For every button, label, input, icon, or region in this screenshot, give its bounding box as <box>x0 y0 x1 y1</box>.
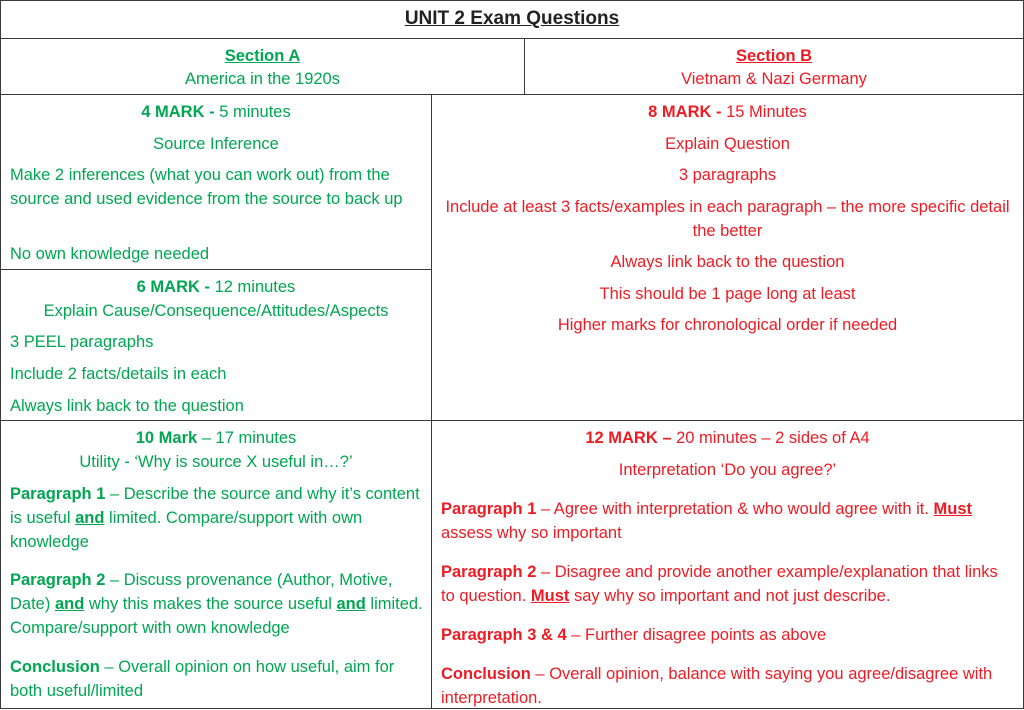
q10-p1-and: and <box>75 509 105 527</box>
q10-p1-label: Paragraph 1 <box>10 485 106 503</box>
q12-p1-text: – Agree with interpretation & who would agree with it. <box>536 500 934 518</box>
q4-note: No own knowledge needed <box>10 245 210 263</box>
q10-paragraph-1 <box>10 482 425 554</box>
q10-p2-text: – Discuss provenance (Author, Motive, Date) <box>10 571 393 613</box>
q6-cell <box>0 269 432 421</box>
q10-time: – 17 minutes <box>197 429 297 447</box>
q6-time: 12 minutes <box>210 278 296 296</box>
q12-time: 20 minutes – 2 sides of A4 <box>671 429 870 447</box>
q12-mark: 12 MARK – <box>585 429 672 447</box>
q6-heading <box>1 275 431 299</box>
q4-mark: 4 MARK - <box>141 103 215 121</box>
q12-p2-must: Must <box>530 587 570 605</box>
q4-cell <box>0 94 432 270</box>
q10-p2-text-2: why this makes the source useful <box>84 595 337 613</box>
q10-conclusion-label: Conclusion <box>10 658 100 676</box>
q6-point: Always link back to the question <box>10 397 244 415</box>
q10-p1-text: – Describe the source and why it’s content is useful <box>10 485 420 527</box>
q12-cell <box>431 420 1024 709</box>
q12-p2-text: – Disagree and provide another example/explanation that links to question. <box>441 563 998 605</box>
q12-paragraph-1 <box>441 497 1013 545</box>
q12-p1-label: Paragraph 1 <box>441 500 537 518</box>
q12-paragraph-3-4 <box>441 623 1013 647</box>
q8-point: Always link back to the question <box>610 253 845 271</box>
q12-heading <box>432 426 1023 450</box>
q12-p2-text-2: say why so important and not just describe. <box>569 587 891 605</box>
q12-type: Interpretation ‘Do you agree?’ <box>618 461 837 479</box>
section-a-header <box>0 38 525 95</box>
q10-paragraph-2 <box>10 568 425 640</box>
q10-p2-text-3: limited. Compare/support with own knowledge <box>10 595 423 637</box>
q6-point: 3 PEEL paragraphs <box>10 333 154 351</box>
q6-mark: 6 MARK - <box>136 278 211 296</box>
q4-time: 5 minutes <box>214 103 291 121</box>
q10-conclusion <box>10 655 425 703</box>
section-b-topic: Vietnam & Nazi Germany <box>681 70 867 88</box>
q8-paragraphs: 3 paragraphs <box>678 166 777 184</box>
q10-p2-and-2: and <box>336 595 366 613</box>
q4-type: Source Inference <box>153 135 279 153</box>
q8-point: This should be 1 page long at least <box>599 285 856 303</box>
q12-p2-label: Paragraph 2 <box>441 563 537 581</box>
page-title: UNIT 2 Exam Questions <box>404 8 620 29</box>
q8-facts: Include at least 3 facts/examples in each paragraph – the more specific detail the better <box>445 198 1010 240</box>
q10-mark: 10 Mark <box>135 429 198 447</box>
q10-cell <box>0 420 432 709</box>
q8-mark: 8 MARK - <box>648 103 722 121</box>
section-a-title: Section A <box>224 47 301 65</box>
title-cell <box>0 0 1024 39</box>
q4-heading <box>1 100 431 124</box>
q10-p2-and: and <box>54 595 85 613</box>
q12-conclusion-label: Conclusion <box>441 665 531 683</box>
q10-heading <box>1 426 431 450</box>
q8-heading <box>432 100 1023 124</box>
q6-point: Include 2 facts/details in each <box>10 365 227 383</box>
q8-point: Higher marks for chronological order if needed <box>557 316 898 334</box>
q12-p34-label: Paragraph 3 & 4 <box>441 626 567 644</box>
q12-conclusion <box>441 662 1013 710</box>
q12-paragraph-2 <box>441 560 1013 608</box>
q12-conclusion-text: – Overall opinion, balance with saying you agree/disagree with interpretation. <box>441 665 993 707</box>
q12-p34-text: – Further disagree points as above <box>566 626 827 644</box>
q6-type: Explain Cause/Consequence/Attitudes/Aspects <box>43 302 389 320</box>
q10-p1-text-2: limited. Compare/support with own knowledge <box>10 509 363 551</box>
q12-p1-must: Must <box>933 500 973 518</box>
q12-p1-text-2: assess why so important <box>441 524 622 542</box>
q4-inference: Make 2 inferences (what you can work out) from the source and used evidence from the source to back up <box>10 166 403 208</box>
q8-time: 15 Minutes <box>721 103 807 121</box>
section-b-header <box>524 38 1024 95</box>
q8-type: Explain Question <box>665 135 790 153</box>
section-a-topic: America in the 1920s <box>184 70 340 88</box>
q10-p2-label: Paragraph 2 <box>10 571 106 589</box>
q10-conclusion-text: – Overall opinion on how useful, aim for both useful/limited <box>10 658 395 700</box>
section-b-title: Section B <box>735 47 813 65</box>
q8-cell <box>431 94 1024 421</box>
q10-type: Utility - ‘Why is source X useful in…?’ <box>79 453 353 471</box>
